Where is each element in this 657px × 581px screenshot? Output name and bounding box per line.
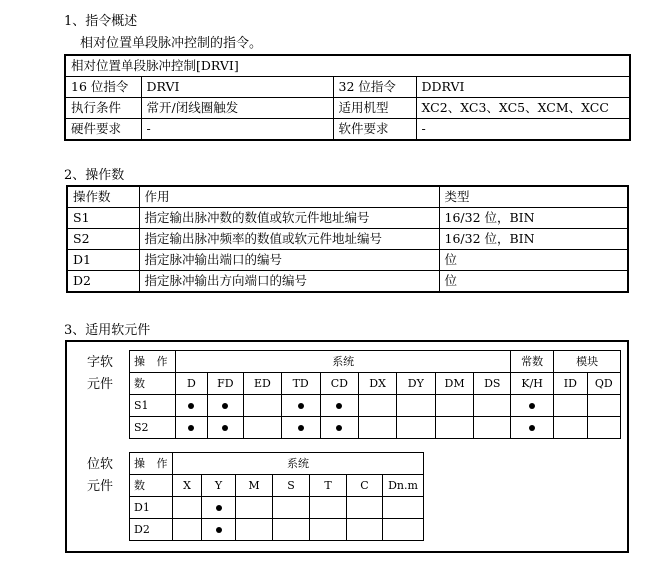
- table-row: [130, 497, 424, 519]
- table-cell: 软件要求: [333, 119, 416, 141]
- device-cell: [396, 417, 435, 439]
- table-row: [65, 77, 630, 98]
- device-cell: [474, 395, 511, 417]
- column-header: X: [173, 475, 202, 497]
- table-cell: XC2、XC3、XC5、XCM、XCC: [416, 98, 630, 119]
- table-cell: 16 位指令: [65, 77, 141, 98]
- column-header: 操作数: [67, 186, 139, 208]
- device-cell: [244, 395, 282, 417]
- section1-description: 相对位置单段脉冲控制的指令。: [80, 36, 263, 51]
- applicable-dot-icon: [336, 403, 342, 409]
- device-cell: [244, 417, 282, 439]
- device-cell: [320, 417, 359, 439]
- table-row: [130, 395, 621, 417]
- section1-heading: 1、指令概述: [64, 14, 138, 29]
- bit-device-rows: [130, 497, 424, 541]
- table-row: [130, 519, 424, 541]
- section3-heading: 3、适用软元件: [64, 323, 151, 338]
- device-cell: [587, 395, 620, 417]
- device-cell: [554, 417, 587, 439]
- device-cell: [554, 395, 587, 417]
- table-cell: DRVI: [141, 77, 333, 98]
- table-cell: 指定输出脉冲数的数值或软元件地址编号: [139, 208, 439, 229]
- constant-label: 常数: [511, 351, 554, 373]
- operand-label: 操 作: [130, 453, 173, 475]
- device-cell: [474, 417, 511, 439]
- device-cell: [281, 395, 320, 417]
- device-cell: [173, 497, 202, 519]
- column-header: FD: [207, 373, 244, 395]
- applicable-dot-icon: [529, 425, 535, 431]
- table-row: [130, 417, 621, 439]
- column-header: C: [347, 475, 383, 497]
- column-header: DX: [359, 373, 397, 395]
- table-header-row: [67, 186, 628, 208]
- table-cell: 适用机型: [333, 98, 416, 119]
- word-device-label-line2: 元件: [87, 377, 114, 392]
- column-header: K/H: [511, 373, 554, 395]
- device-cell: [273, 519, 310, 541]
- table-cell: D2: [67, 271, 139, 293]
- applicable-dot-icon: [188, 425, 194, 431]
- column-header: QD: [587, 373, 620, 395]
- operand-label: 操 作: [130, 351, 176, 373]
- device-cell: [359, 395, 397, 417]
- operand-label-2: 数: [130, 475, 173, 497]
- bit-device-label: [87, 454, 113, 498]
- device-cell: [347, 519, 383, 541]
- device-cell: [396, 395, 435, 417]
- device-cell: [273, 497, 310, 519]
- applicable-dot-icon: [529, 403, 535, 409]
- table-cell: DDRVI: [416, 77, 630, 98]
- table-row: [67, 229, 628, 250]
- device-cell: [176, 395, 207, 417]
- device-cell: [236, 519, 273, 541]
- device-cell: [383, 519, 424, 541]
- table-row: [65, 119, 630, 141]
- column-header: ED: [244, 373, 282, 395]
- table-cell: -: [416, 119, 630, 141]
- word-device-label: [87, 352, 113, 396]
- table-cell: 硬件要求: [65, 119, 141, 141]
- table-cell: S1: [67, 208, 139, 229]
- table-cell: 指定输出脉冲频率的数值或软元件地址编号: [139, 229, 439, 250]
- device-cell: [347, 497, 383, 519]
- bit-device-label-line1: 位软: [87, 457, 114, 472]
- table-cell: D1: [67, 250, 139, 271]
- operand-name: S2: [130, 417, 176, 439]
- operand-label-2: 数: [130, 373, 176, 395]
- device-cell: [587, 417, 620, 439]
- section2-heading: 2、操作数: [64, 168, 125, 183]
- system-label: 系统: [173, 453, 424, 475]
- column-header: M: [236, 475, 273, 497]
- applicable-dot-icon: [216, 505, 222, 511]
- bit-device-table: [129, 452, 424, 541]
- device-cell: [320, 395, 359, 417]
- device-cell: [511, 417, 554, 439]
- device-cell: [236, 497, 273, 519]
- device-cell: [435, 417, 474, 439]
- device-cell: [511, 395, 554, 417]
- device-cell: [310, 519, 347, 541]
- device-cell: [202, 497, 236, 519]
- table-cell: 16/32 位，BIN: [439, 229, 628, 250]
- table-cell: 位: [439, 250, 628, 271]
- column-header: DY: [396, 373, 435, 395]
- device-cell: [207, 395, 244, 417]
- operand-name: D2: [130, 519, 173, 541]
- table-row: [67, 208, 628, 229]
- applicable-dot-icon: [336, 425, 342, 431]
- word-header-row-2: [130, 373, 621, 395]
- table-cell: 32 位指令: [333, 77, 416, 98]
- operand-name: D1: [130, 497, 173, 519]
- column-header: TD: [281, 373, 320, 395]
- system-label: 系统: [176, 351, 511, 373]
- column-header: DS: [474, 373, 511, 395]
- module-label: 模块: [554, 351, 621, 373]
- instruction-overview-table: [64, 54, 631, 141]
- device-cell: [359, 417, 397, 439]
- table-cell: S2: [67, 229, 139, 250]
- table-row: [67, 271, 628, 293]
- operand-table: [66, 185, 629, 293]
- table-cell: 执行条件: [65, 98, 141, 119]
- operand-name: S1: [130, 395, 176, 417]
- device-cell: [383, 497, 424, 519]
- bit-header-row-2: [130, 475, 424, 497]
- device-cell: [281, 417, 320, 439]
- word-device-label-line1: 字软: [87, 355, 114, 370]
- device-cell: [207, 417, 244, 439]
- bit-device-label-line2: 元件: [87, 479, 114, 494]
- device-cell: [176, 417, 207, 439]
- column-header: 类型: [439, 186, 628, 208]
- applicable-dot-icon: [298, 403, 304, 409]
- column-header: Dn.m: [383, 475, 424, 497]
- table-cell: 位: [439, 271, 628, 293]
- device-cell: [435, 395, 474, 417]
- column-header: ID: [554, 373, 587, 395]
- applicable-dot-icon: [222, 425, 228, 431]
- applicable-dot-icon: [298, 425, 304, 431]
- word-device-rows: [130, 395, 621, 439]
- column-header: T: [310, 475, 347, 497]
- table-title: 相对位置单段脉冲控制[DRVI]: [65, 55, 630, 77]
- table-cell: -: [141, 119, 333, 141]
- word-device-table: [129, 350, 621, 439]
- column-header: D: [176, 373, 207, 395]
- column-header: DM: [435, 373, 474, 395]
- applicable-dot-icon: [216, 527, 222, 533]
- bit-header-row-1: [130, 453, 424, 475]
- device-cell: [202, 519, 236, 541]
- table-row: [67, 250, 628, 271]
- device-cell: [173, 519, 202, 541]
- column-header: 作用: [139, 186, 439, 208]
- table-cell: 指定脉冲输出方向端口的编号: [139, 271, 439, 293]
- word-header-row-1: [130, 351, 621, 373]
- table-cell: 16/32 位，BIN: [439, 208, 628, 229]
- column-header: CD: [320, 373, 359, 395]
- table-row: [65, 98, 630, 119]
- table-cell: 常开/闭线圈触发: [141, 98, 333, 119]
- column-header: S: [273, 475, 310, 497]
- applicable-dot-icon: [222, 403, 228, 409]
- table-cell: 指定脉冲输出端口的编号: [139, 250, 439, 271]
- device-cell: [310, 497, 347, 519]
- table-title-row: [65, 55, 630, 77]
- column-header: Y: [202, 475, 236, 497]
- applicable-dot-icon: [188, 403, 194, 409]
